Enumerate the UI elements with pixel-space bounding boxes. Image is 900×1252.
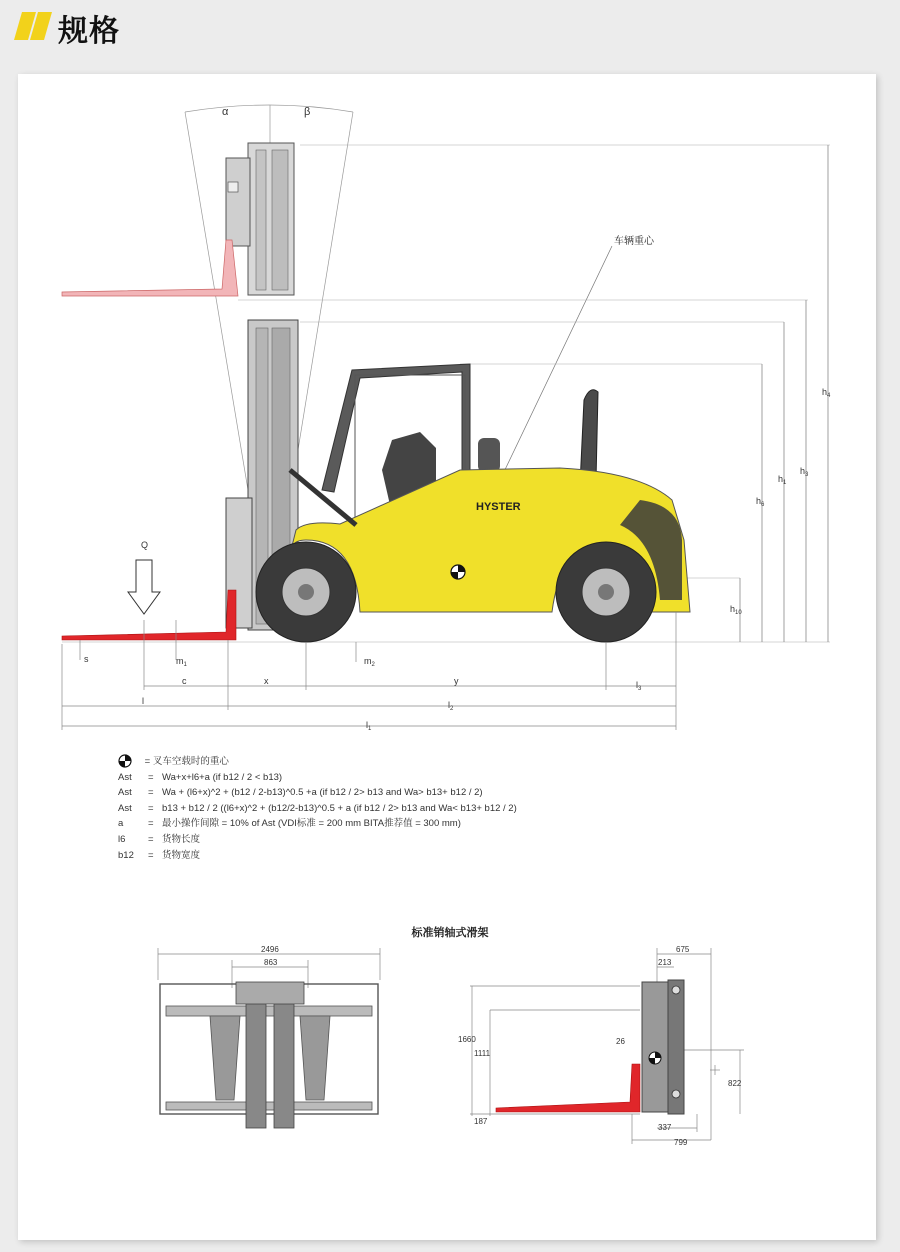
dim-1660: 1660 <box>458 1035 476 1044</box>
cog-symbol-icon <box>451 565 465 579</box>
height-dimensions <box>740 145 828 642</box>
q-label: Q <box>141 540 149 550</box>
h10-label: $h_{10}$ <box>730 604 742 616</box>
dim-213: 213 <box>658 958 672 967</box>
cog-label: 车辆重心 <box>614 236 654 247</box>
dim-26: 26 <box>616 1037 625 1046</box>
c-label: c <box>182 676 187 686</box>
cog-symbol-icon <box>118 754 132 768</box>
legend-row: Ast = Wa + (l6+x)^2 + (b12 / 2-b13)^0.5 +a (if b12 / 2> b13 and Wa> b13+ b12 / 2) <box>118 787 483 799</box>
dim-863: 863 <box>264 958 278 967</box>
page-title: 规格 <box>58 14 120 49</box>
load-arrow-icon <box>128 560 160 614</box>
legend-row: Ast = Wa+x+l6+a (if b12 / 2 < b13) <box>118 771 283 783</box>
x-label: x <box>264 676 269 686</box>
m2-label: $m_2$ <box>364 656 375 668</box>
carriage-section-title: 标准销轴式滑架 <box>411 927 489 939</box>
legend-row: l6 = 货物长度 <box>118 833 201 845</box>
dim-2496: 2496 <box>261 945 279 954</box>
l-label: l <box>142 696 144 706</box>
legend-cog-row <box>118 754 517 770</box>
legend-row: Ast = b13 + b12 / 2 ((l6+x)^2 + (b12/2-b13)^0.5 + a (if b12 / 2> b13 and Wa< b13+ b12 / 2) <box>118 802 517 814</box>
alpha-label: α <box>222 106 229 118</box>
h1-label: $h_1$ <box>778 474 787 486</box>
h3-label: $h_3$ <box>800 466 809 478</box>
legend-row: b12 = 货物宽度 <box>118 849 201 861</box>
h4-label: $h_4$ <box>822 387 831 399</box>
dim-822: 822 <box>728 1079 742 1088</box>
l2-label: $l_2$ <box>448 700 454 712</box>
legend-cog-text: = 叉车空载时的重心 <box>144 756 229 767</box>
dim-675: 675 <box>676 945 690 954</box>
l3-label: $l_3$ <box>636 680 642 692</box>
dim-1111: 1111 <box>474 1049 491 1058</box>
brand-logo-text: HYSTER <box>476 501 521 513</box>
y-label: y <box>454 676 459 686</box>
dim-799: 799 <box>674 1138 688 1147</box>
legend-row: a = 最小操作间隙 = 10% of Ast (VDI标准 = 200 mm BITA推荐值 = 300 mm) <box>118 818 461 830</box>
s-label: s <box>84 654 89 664</box>
h6-label: $h_6$ <box>756 496 765 508</box>
carriage-front-view <box>158 948 380 1128</box>
dim-337: 337 <box>658 1123 672 1132</box>
formula-legend <box>118 754 517 863</box>
carriage-diagrams <box>0 940 900 1160</box>
beta-label: β <box>304 106 311 118</box>
carriage-side-view <box>470 948 744 1144</box>
m1-label: $m_1$ <box>176 656 187 668</box>
raised-mast <box>62 143 294 296</box>
l1-label: $l_1$ <box>366 720 372 732</box>
dim-187: 187 <box>474 1117 488 1126</box>
